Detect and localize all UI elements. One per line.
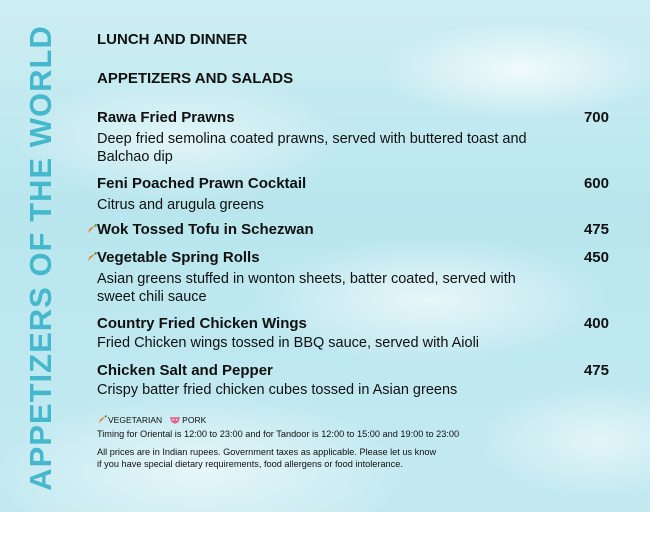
menu-item-price: 700 [583, 109, 609, 126]
menu-item-description: Citrus and arugula greens [97, 197, 264, 213]
pricing-note: All prices are in Indian rupees. Government taxes as applicable. Please let us know if you have special dietary requirements, food allergens or food intolerance. [97, 447, 437, 469]
menu-item-name: Wok Tossed Tofu in Schezwan [97, 221, 314, 238]
side-title: APPETIZERS OF THE WORLD [23, 25, 58, 491]
meal-heading: LUNCH AND DINNER [97, 31, 248, 48]
legend-vegetarian-label: VEGETARIAN [108, 415, 163, 425]
pig-icon [169, 416, 181, 425]
section-heading: APPETIZERS AND SALADS [97, 70, 294, 87]
legend-pork-label: PORK [182, 415, 207, 425]
dietary-legend [97, 415, 206, 425]
menu-item-name: Rawa Fried Prawns [97, 109, 235, 126]
menu-item-name: Feni Poached Prawn Cocktail [97, 175, 307, 192]
timing-note: Timing for Oriental is 12:00 to 23:00 and for Tandoor is 12:00 to 15:00 and 19:00 to 23:00 [97, 429, 460, 439]
menu-item-price: 600 [583, 175, 609, 192]
menu-item-description: Crispy batter fried chicken cubes tossed in Asian greens [97, 382, 458, 398]
menu-item-name: Chicken Salt and Pepper [97, 362, 273, 379]
menu-item-price: 475 [583, 362, 609, 379]
menu-item-description: Fried Chicken wings tossed in BBQ sauce, served with Aioli [97, 335, 480, 351]
menu-item-description: Deep fried semolina coated prawns, served with buttered toast and Balchao dip [97, 131, 527, 165]
carrot-icon [86, 252, 97, 263]
menu-item-name: Country Fried Chicken Wings [97, 315, 307, 332]
menu-item-price: 450 [583, 249, 609, 266]
carrot-icon [97, 415, 107, 425]
menu-item-price: 475 [583, 221, 609, 238]
menu-item-price: 400 [583, 315, 609, 332]
menu-item-description: Asian greens stuffed in wonton sheets, batter coated, served with sweet chili sauce [97, 271, 516, 305]
carrot-icon [86, 224, 97, 235]
menu-item-name: Vegetable Spring Rolls [97, 249, 260, 266]
